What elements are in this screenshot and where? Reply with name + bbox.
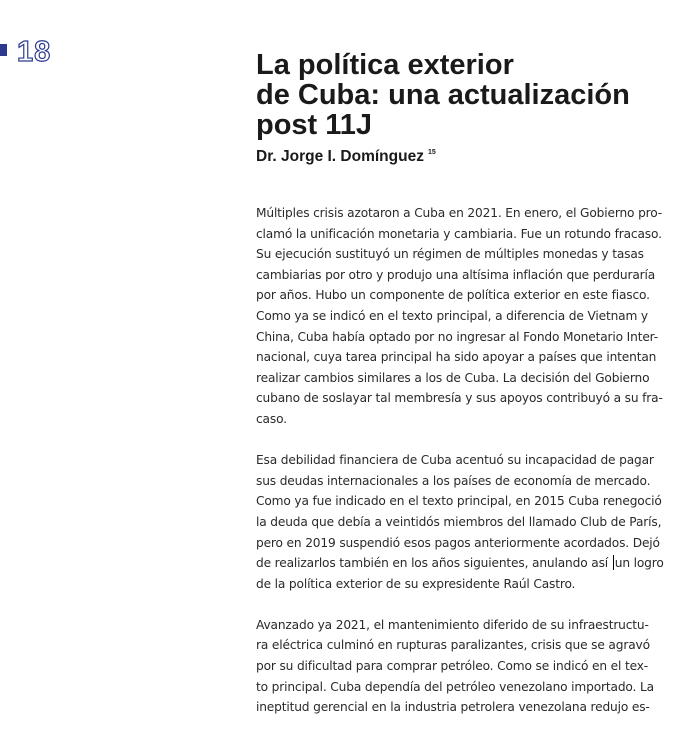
text-line: nacional, cuya tarea principal ha sido apoyar a países que intentan <box>256 350 657 365</box>
page-number: 18 <box>17 36 52 68</box>
text-line: clamó la unificación monetaria y cambiaria. Fue un rotundo fracaso. <box>256 226 662 241</box>
text-line: Esa debilidad financiera de Cuba acentuó su incapacidad de pagar <box>256 453 654 468</box>
text-line: pero en 2019 suspendió esos pagos anteriormente acordados. Dejó <box>256 535 660 550</box>
text-line: ineptitud gerencial en la industria petrolera venezolana redujo es- <box>256 700 650 715</box>
text-line: sus deudas internacionales a los países de economía de mercado. <box>256 473 651 488</box>
title-line: de Cuba: una actualización <box>256 79 630 111</box>
text-line: cubano de soslayar tal membresía y sus apoyos contribuyó a su fra- <box>256 391 663 406</box>
text-segment: un logro <box>614 556 664 571</box>
title-line: La política exterior <box>256 49 514 81</box>
text-line: la deuda que debía a veintidós miembros del llamado Club de París, <box>256 514 662 529</box>
text-line: to principal. Cuba dependía del petróleo venezolano importado. La <box>256 679 654 694</box>
page-marker <box>0 44 7 56</box>
text-line: China, Cuba había optado por no ingresar al Fondo Monetario Inter- <box>256 329 659 344</box>
text-line: Avanzado ya 2021, el mantenimiento diferido de su infraestructu- <box>256 617 649 632</box>
text-line: caso. <box>256 411 287 426</box>
text-segment: de realizarlos también en los años siguientes, anulando así <box>256 556 609 571</box>
article-body[interactable] <box>256 203 664 738</box>
article-title <box>256 50 676 140</box>
text-line: ra eléctrica culminó en rupturas paralizantes, crisis que se agravó <box>256 638 650 653</box>
text-line: Su ejecución sustituyó un régimen de múltiples monedas y tasas <box>256 247 644 262</box>
text-cursor <box>613 555 614 570</box>
text-line: Como ya fue indicado en el texto principal, en 2015 Cuba renegoció <box>256 494 662 509</box>
paragraph <box>256 615 654 718</box>
footnote-ref[interactable]: 15 <box>427 149 436 156</box>
text-line: cambiarias por otro y produjo una altísima inflación que perduraría <box>256 267 656 282</box>
text-line-with-caret <box>256 553 664 574</box>
text-line: de la política exterior de su expresidente Raúl Castro. <box>256 576 576 591</box>
text-line: Como ya se indicó en el texto principal, a diferencia de Vietnam y <box>256 308 648 323</box>
text-line: por años. Hubo un componente de política exterior en este fiasco. <box>256 288 650 303</box>
text-line: Múltiples crisis azotaron a Cuba en 2021. En enero, el Gobierno pro- <box>256 206 663 220</box>
paragraph <box>256 450 664 594</box>
title-line: post 11J <box>256 109 373 141</box>
author-byline <box>256 148 436 166</box>
text-line: por su dificultad para comprar petróleo. Como se indicó en el tex- <box>256 659 649 674</box>
text-line: realizar cambios similares a los de Cuba. La decisión del Gobierno <box>256 370 650 385</box>
author-name: Dr. Jorge I. Domínguez <box>256 148 424 165</box>
paragraph <box>256 203 663 430</box>
